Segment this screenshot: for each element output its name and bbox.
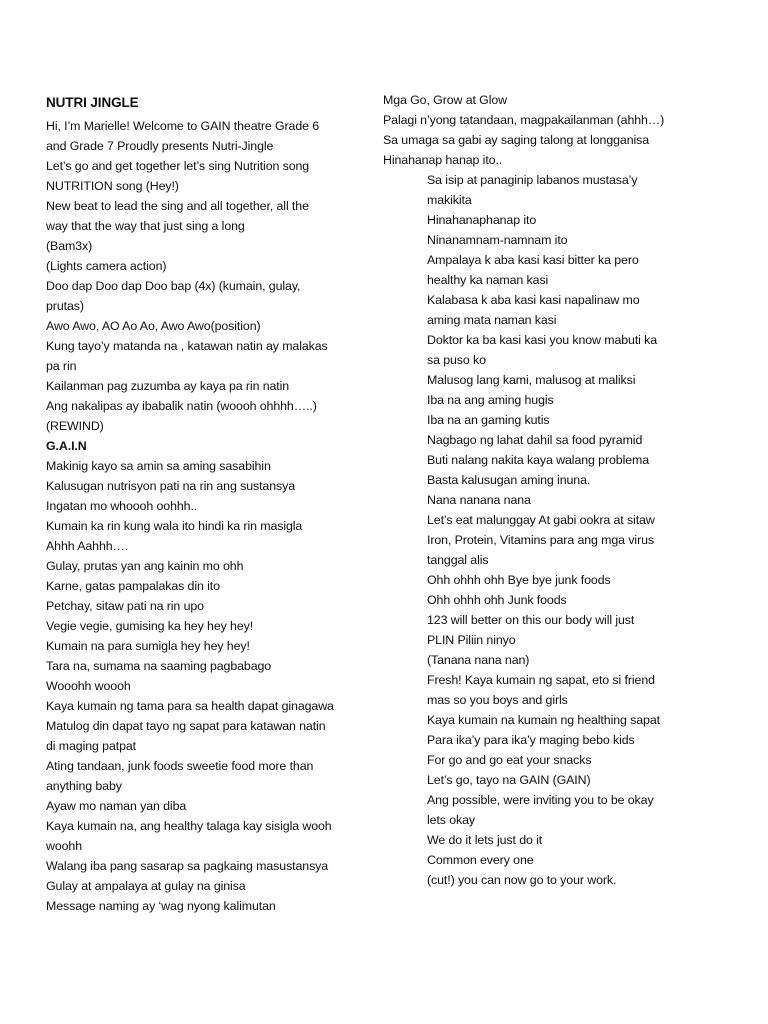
lyric-line: lets okay [427, 813, 475, 827]
lyric-line: Let’s go and get together let’s sing Nutrition song [46, 159, 310, 173]
lyric-line: Makinig kayo sa amin sa aming sasabihin [46, 459, 271, 473]
lyric-line: Kaya kumain ng tama para sa health dapat ginagawa [46, 699, 334, 713]
lyric-line: anything baby [46, 779, 122, 793]
lyric-line: For go and go eat your snacks [427, 753, 592, 767]
lyric-line: Ohh ohhh ohh Bye bye junk foods [427, 573, 611, 587]
lyric-line: Nagbago ng lahat dahil sa food pyramid [427, 433, 643, 447]
lyric-line: Walang iba pang sasarap sa pagkaing masustansya [46, 859, 329, 873]
lyric-line: Doktor ka ba kasi kasi you know mabuti ka [427, 333, 658, 347]
lyric-line: Matulog din dapat tayo ng sapat para katawan natin [46, 719, 326, 733]
lyric-line: Kumain na para sumigla hey hey hey! [46, 639, 250, 653]
lyric-line: Hinahanap hanap ito.. [383, 153, 503, 167]
lyric-line: (Bam3x) [46, 239, 93, 253]
lyric-line: Wooohh woooh [46, 679, 131, 693]
left-column [46, 90, 346, 916]
lyric-line: pa rin [46, 359, 77, 373]
lyric-line: Ingatan mo whoooh oohhh.. [46, 499, 198, 513]
lyric-line: Iba na an gaming kutis [427, 413, 550, 427]
lyric-line: Mga Go, Grow at Glow [383, 93, 508, 107]
lyric-line: Kumain ka rin kung wala ito hindi ka rin masigla [46, 519, 303, 533]
lyric-line: sa puso ko [427, 353, 486, 367]
section-heading: G.A.I.N [46, 439, 87, 453]
lyric-line: Ninanamnam-namnam ito [427, 233, 568, 247]
lyric-line: Kalusugan nutrisyon pati na rin ang sustansya [46, 479, 295, 493]
lyric-line: Ampalaya k aba kasi kasi bitter ka pero [427, 253, 639, 267]
lyric-line: Tara na, sumama na saaming pagbabago [46, 659, 272, 673]
lyric-line: Ang nakalipas ay ibabalik natin (woooh ohhhh…..) [46, 399, 317, 413]
lyric-line: Common every one [427, 853, 534, 867]
lyric-line: Let’s go, tayo na GAIN (GAIN) [427, 773, 591, 787]
lyric-line: Awo Awo, AO Ao Ao, Awo Awo(position) [46, 319, 261, 333]
lyric-line: tanggal alis [427, 553, 489, 567]
lyric-line: Gulay at ampalaya at gulay na ginisa [46, 879, 246, 893]
lyric-line: (REWIND) [46, 419, 104, 433]
lyric-line: Ating tandaan, junk foods sweetie food more than [46, 759, 314, 773]
lyric-line: (Lights camera action) [46, 259, 167, 273]
lyric-line: Message naming ay ‘wag nyong kalimutan [46, 899, 276, 913]
lyric-line: aming mata naman kasi [427, 313, 557, 327]
lyric-line: mas so you boys and girls [427, 693, 568, 707]
lyric-line: Sa umaga sa gabi ay saging talong at longganisa [383, 133, 650, 147]
lyric-line: di maging patpat [46, 739, 137, 753]
lyric-line: Ohh ohhh ohh Junk foods [427, 593, 567, 607]
lyric-line: NUTRITION song (Hey!) [46, 179, 179, 193]
lyric-line: and Grade 7 Proudly presents Nutri-Jingle [46, 139, 274, 153]
document-title: NUTRI JINGLE [46, 95, 139, 110]
lyric-line: New beat to lead the sing and all together, all the [46, 199, 309, 213]
lyric-line: Hinahanaphanap ito [427, 213, 537, 227]
lyric-line: Ayaw mo naman yan diba [46, 799, 187, 813]
lyric-line: Basta kalusugan aming inuna. [427, 473, 591, 487]
lyric-line: Kung tayo’y matanda na , katawan natin ay malakas [46, 339, 328, 353]
right-column [383, 90, 683, 890]
lyric-line: Malusog lang kami, malusog at maliksi [427, 373, 636, 387]
lyric-line: Fresh! Kaya kumain ng sapat, eto si friend [427, 673, 655, 687]
lyric-line: (cut!) you can now go to your work. [427, 873, 617, 887]
lyric-line: woohh [46, 839, 83, 853]
lyric-line: We do it lets just do it [427, 833, 543, 847]
lyric-line: Kaya kumain na, ang healthy talaga kay sisigla wooh [46, 819, 332, 833]
lyric-line: Nana nanana nana [427, 493, 531, 507]
lyric-line: Iron, Protein, Vitamins para ang mga virus [427, 533, 654, 547]
lyric-line: Palagi n’yong tatandaan, magpakailanman (ahhh…) [383, 113, 665, 127]
lyric-line: Gulay, prutas yan ang kainin mo ohh [46, 559, 244, 573]
lyric-line: Para ika’y para ika’y maging bebo kids [427, 733, 635, 747]
lyric-line: Let’s eat malunggay At gabi ookra at sitaw [427, 513, 655, 527]
lyric-line: Kaya kumain na kumain ng healthing sapat [427, 713, 660, 727]
lyric-line: Petchay, sitaw pati na rin upo [46, 599, 204, 613]
lyric-line: Ahhh Aahhh…. [46, 539, 129, 553]
lyric-line: Doo dap Doo dap Doo bap (4x) (kumain, gulay, [46, 279, 301, 293]
lyric-line: Vegie vegie, gumising ka hey hey hey! [46, 619, 254, 633]
lyric-line: 123 will better on this our body will just [427, 613, 635, 627]
lyric-line: (Tanana nana nan) [427, 653, 530, 667]
lyric-line: prutas) [46, 299, 84, 313]
lyric-line: way that the way that just sing a long [46, 219, 245, 233]
lyric-line: Iba na ang aming hugis [427, 393, 554, 407]
lyric-line: Ang possible, were inviting you to be okay [427, 793, 654, 807]
lyric-line: Sa isip at panaginip labanos mustasa’y [427, 173, 638, 187]
lyric-line: PLIN Piliin ninyo [427, 633, 516, 647]
lyric-line: Kalabasa k aba kasi kasi napalinaw mo [427, 293, 640, 307]
lyric-line: Kailanman pag zuzumba ay kaya pa rin natin [46, 379, 290, 393]
lyric-line: makikita [427, 193, 472, 207]
lyric-line: healthy ka naman kasi [427, 273, 549, 287]
lyric-line: Buti nalang nakita kaya walang problema [427, 453, 650, 467]
lyric-line: Hi, I’m Marielle! Welcome to GAIN theatre Grade 6 [46, 119, 320, 133]
lyric-line: Karne, gatas pampalakas din ito [46, 579, 220, 593]
